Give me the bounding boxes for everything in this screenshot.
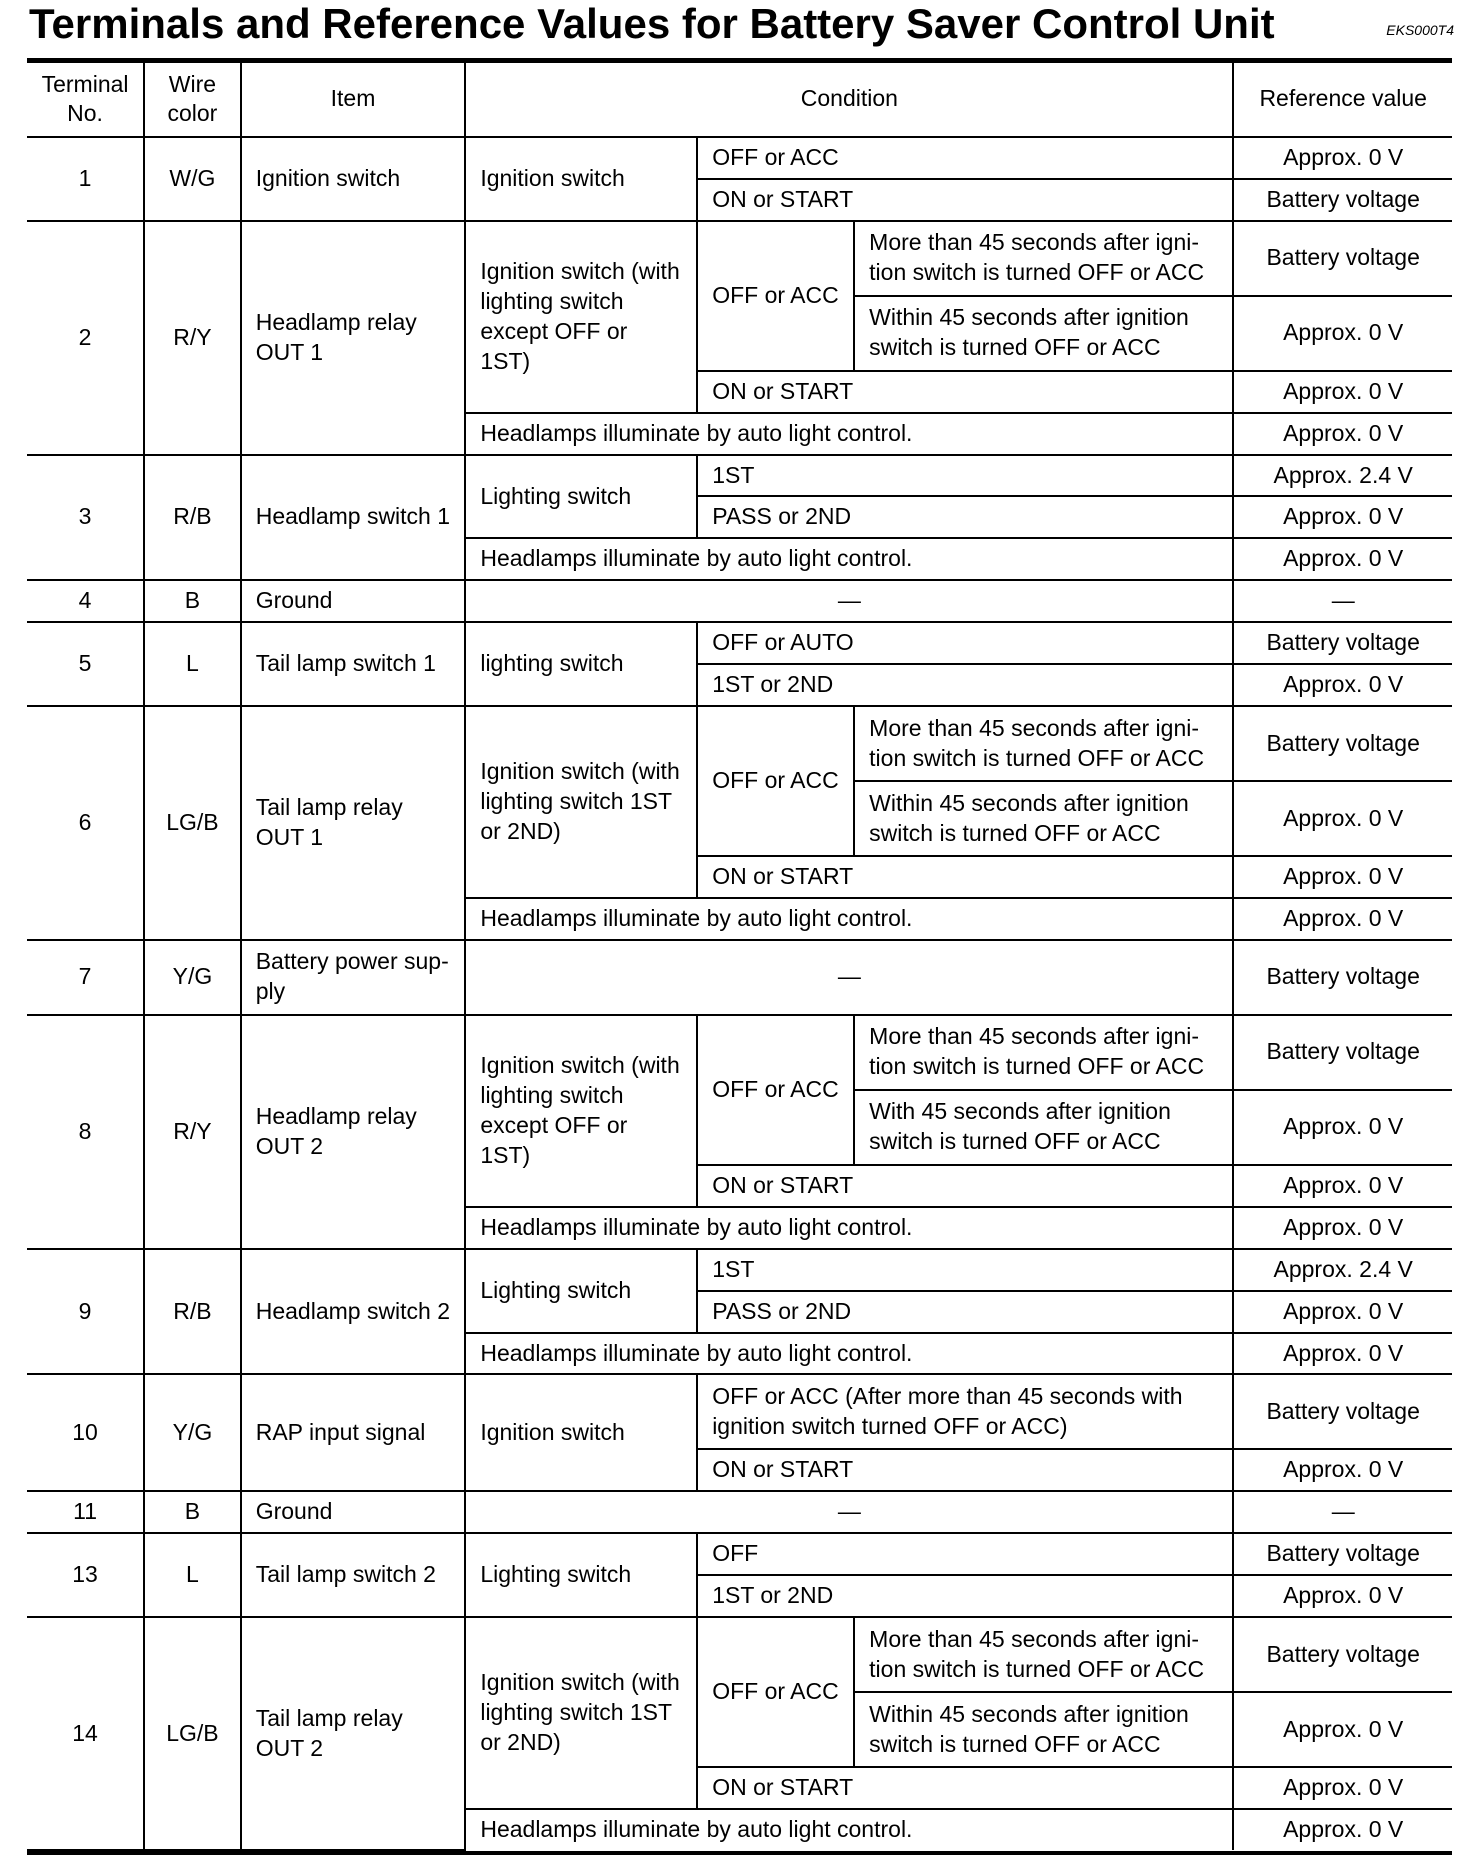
item: Tail lamp relay OUT 2: [241, 1617, 466, 1850]
condition-state: OFF or AUTO: [697, 622, 1233, 664]
condition-state: 1ST or 2ND: [697, 1575, 1233, 1617]
reference-value: Approx. 0 V: [1233, 538, 1452, 580]
condition-switch: Lighting switch: [465, 455, 697, 539]
condition-detail: With 45 seconds after ignition switch is turned OFF or ACC: [854, 1090, 1233, 1165]
reference-value: Approx. 2.4 V: [1233, 1249, 1452, 1291]
condition-auto-light: Headlamps illuminate by auto light control.: [465, 538, 1233, 580]
reference-value: Battery voltage: [1233, 221, 1452, 296]
condition-state: OFF or ACC: [697, 1617, 854, 1767]
reference-value: Battery voltage: [1233, 940, 1452, 1015]
header-terminal: Terminal No.: [27, 63, 144, 137]
reference-value: Approx. 0 V: [1233, 496, 1452, 538]
wire-color: W/G: [144, 137, 241, 221]
condition-none: —: [465, 1491, 1233, 1533]
condition-switch: Ignition switch (with lighting switch except OFF or 1ST): [465, 221, 697, 413]
condition-switch: lighting switch: [465, 622, 697, 706]
document-id: EKS000T4: [1386, 22, 1454, 38]
condition-detail: Within 45 seconds after ignition switch is turned OFF or ACC: [854, 296, 1233, 371]
terminal-no: 7: [27, 940, 144, 1015]
reference-value: Approx. 0 V: [1233, 1207, 1452, 1249]
terminal-no: 11: [27, 1491, 144, 1533]
reference-value: Battery voltage: [1233, 706, 1452, 781]
condition-state: 1ST: [697, 455, 1233, 497]
item: RAP input signal: [241, 1374, 466, 1491]
condition-state: ON or START: [697, 1165, 1233, 1207]
table-row: [27, 137, 1452, 179]
reference-value: Battery voltage: [1233, 1015, 1452, 1090]
condition-switch: Lighting switch: [465, 1249, 697, 1333]
condition-state: ON or START: [697, 371, 1233, 413]
terminal-no: 5: [27, 622, 144, 706]
condition-state: OFF: [697, 1533, 1233, 1575]
condition-state: ON or START: [697, 856, 1233, 898]
reference-value: Approx. 0 V: [1233, 371, 1452, 413]
reference-value: Approx. 0 V: [1233, 1291, 1452, 1333]
condition-switch: Ignition switch (with lighting switch except OFF or 1ST): [465, 1015, 697, 1207]
item: Ground: [241, 580, 466, 622]
condition-state: OFF or ACC: [697, 706, 854, 856]
item: Headlamp relay OUT 1: [241, 221, 466, 455]
table-row: [27, 455, 1452, 497]
condition-auto-light: Headlamps illuminate by auto light control.: [465, 898, 1233, 940]
condition-state: ON or START: [697, 1449, 1233, 1491]
header-item: Item: [241, 63, 466, 137]
wire-color: R/Y: [144, 1015, 241, 1249]
header-row: [27, 63, 1452, 137]
wire-color: B: [144, 580, 241, 622]
reference-value: Approx. 0 V: [1233, 296, 1452, 371]
condition-auto-light: Headlamps illuminate by auto light control.: [465, 1207, 1233, 1249]
reference-value: Approx. 0 V: [1233, 781, 1452, 856]
reference-value: —: [1233, 580, 1452, 622]
reference-value: Approx. 0 V: [1233, 856, 1452, 898]
item: Tail lamp switch 2: [241, 1533, 466, 1617]
wire-color: L: [144, 1533, 241, 1617]
wire-color: Y/G: [144, 1374, 241, 1491]
item: Headlamp switch 1: [241, 455, 466, 581]
terminal-no: 8: [27, 1015, 144, 1249]
condition-none: —: [465, 580, 1233, 622]
reference-value: Approx. 0 V: [1233, 1165, 1452, 1207]
reference-value: Approx. 0 V: [1233, 1575, 1452, 1617]
condition-switch: Lighting switch: [465, 1533, 697, 1617]
condition-switch: Ignition switch (with lighting switch 1ST or 2ND): [465, 1617, 697, 1809]
item: Ignition switch: [241, 137, 466, 221]
table-row: [27, 940, 1452, 1015]
terminal-no: 1: [27, 137, 144, 221]
condition-detail: More than 45 seconds after igni-tion switch is turned OFF or ACC: [854, 1617, 1233, 1692]
table-row: [27, 221, 1452, 296]
page-title: Terminals and Reference Values for Battery Saver Control Unit: [29, 0, 1275, 47]
reference-value: Approx. 0 V: [1233, 1767, 1452, 1809]
table-row: [27, 1491, 1452, 1533]
terminal-no: 10: [27, 1374, 144, 1491]
reference-value: Approx. 0 V: [1233, 1333, 1452, 1375]
bottom-rule: [27, 1851, 1452, 1855]
condition-state: ON or START: [697, 179, 1233, 221]
table-row: [27, 706, 1452, 781]
condition-switch: Ignition switch (with lighting switch 1ST or 2ND): [465, 706, 697, 898]
wire-color: R/B: [144, 1249, 241, 1375]
reference-value: Approx. 0 V: [1233, 898, 1452, 940]
condition-state: PASS or 2ND: [697, 496, 1233, 538]
condition-state: 1ST: [697, 1249, 1233, 1291]
reference-value: —: [1233, 1491, 1452, 1533]
terminal-no: 14: [27, 1617, 144, 1850]
terminal-no: 2: [27, 221, 144, 455]
reference-value: Battery voltage: [1233, 622, 1452, 664]
wire-color: R/Y: [144, 221, 241, 455]
condition-state: OFF or ACC: [697, 221, 854, 371]
item: Tail lamp relay OUT 1: [241, 706, 466, 940]
condition-detail: Within 45 seconds after ignition switch is turned OFF or ACC: [854, 1692, 1233, 1767]
condition-auto-light: Headlamps illuminate by auto light control.: [465, 413, 1233, 455]
item: Battery power sup-ply: [241, 940, 466, 1015]
item: Headlamp switch 2: [241, 1249, 466, 1375]
reference-value: Approx. 0 V: [1233, 1809, 1452, 1850]
wire-color: LG/B: [144, 1617, 241, 1850]
table-row: [27, 1374, 1452, 1449]
reference-value: Approx. 0 V: [1233, 1692, 1452, 1767]
terminal-no: 9: [27, 1249, 144, 1375]
condition-auto-light: Headlamps illuminate by auto light control.: [465, 1333, 1233, 1375]
condition-detail: More than 45 seconds after igni-tion switch is turned OFF or ACC: [854, 706, 1233, 781]
reference-table: [27, 63, 1452, 1851]
reference-value: Approx. 0 V: [1233, 1090, 1452, 1165]
reference-value: Approx. 0 V: [1233, 413, 1452, 455]
table-row: [27, 1015, 1452, 1090]
table-row: [27, 1533, 1452, 1575]
header-condition: Condition: [465, 63, 1233, 137]
table-row: [27, 1617, 1452, 1692]
wire-color: B: [144, 1491, 241, 1533]
condition-switch: Ignition switch: [465, 1374, 697, 1491]
item: Tail lamp switch 1: [241, 622, 466, 706]
wire-color: L: [144, 622, 241, 706]
reference-value: Battery voltage: [1233, 1374, 1452, 1449]
terminal-no: 13: [27, 1533, 144, 1617]
condition-auto-light: Headlamps illuminate by auto light control.: [465, 1809, 1233, 1850]
wire-color: Y/G: [144, 940, 241, 1015]
table-row: [27, 580, 1452, 622]
condition-state: PASS or 2ND: [697, 1291, 1233, 1333]
item: Headlamp relay OUT 2: [241, 1015, 466, 1249]
terminal-no: 6: [27, 706, 144, 940]
reference-value: Approx. 2.4 V: [1233, 455, 1452, 497]
header-reference-value: Reference value: [1233, 63, 1452, 137]
reference-value: Battery voltage: [1233, 179, 1452, 221]
reference-value: Battery voltage: [1233, 1617, 1452, 1692]
condition-none: —: [465, 940, 1233, 1015]
reference-value: Approx. 0 V: [1233, 137, 1452, 179]
table-row: [27, 622, 1452, 664]
terminal-no: 3: [27, 455, 144, 581]
reference-value: Approx. 0 V: [1233, 664, 1452, 706]
header-wire-color: Wire color: [144, 63, 241, 137]
condition-detail: Within 45 seconds after ignition switch is turned OFF or ACC: [854, 781, 1233, 856]
condition-state: OFF or ACC: [697, 137, 1233, 179]
terminal-no: 4: [27, 580, 144, 622]
wire-color: LG/B: [144, 706, 241, 940]
wire-color: R/B: [144, 455, 241, 581]
condition-switch: Ignition switch: [465, 137, 697, 221]
condition-detail: More than 45 seconds after igni-tion switch is turned OFF or ACC: [854, 1015, 1233, 1090]
reference-value: Approx. 0 V: [1233, 1449, 1452, 1491]
item: Ground: [241, 1491, 466, 1533]
condition-state: 1ST or 2ND: [697, 664, 1233, 706]
condition-state: OFF or ACC: [697, 1015, 854, 1165]
table-row: [27, 1249, 1452, 1291]
condition-state: ON or START: [697, 1767, 1233, 1809]
condition-detail: More than 45 seconds after igni-tion switch is turned OFF or ACC: [854, 221, 1233, 296]
reference-value: Battery voltage: [1233, 1533, 1452, 1575]
condition-state: OFF or ACC (After more than 45 seconds with ignition switch turned OFF or ACC): [697, 1374, 1233, 1449]
